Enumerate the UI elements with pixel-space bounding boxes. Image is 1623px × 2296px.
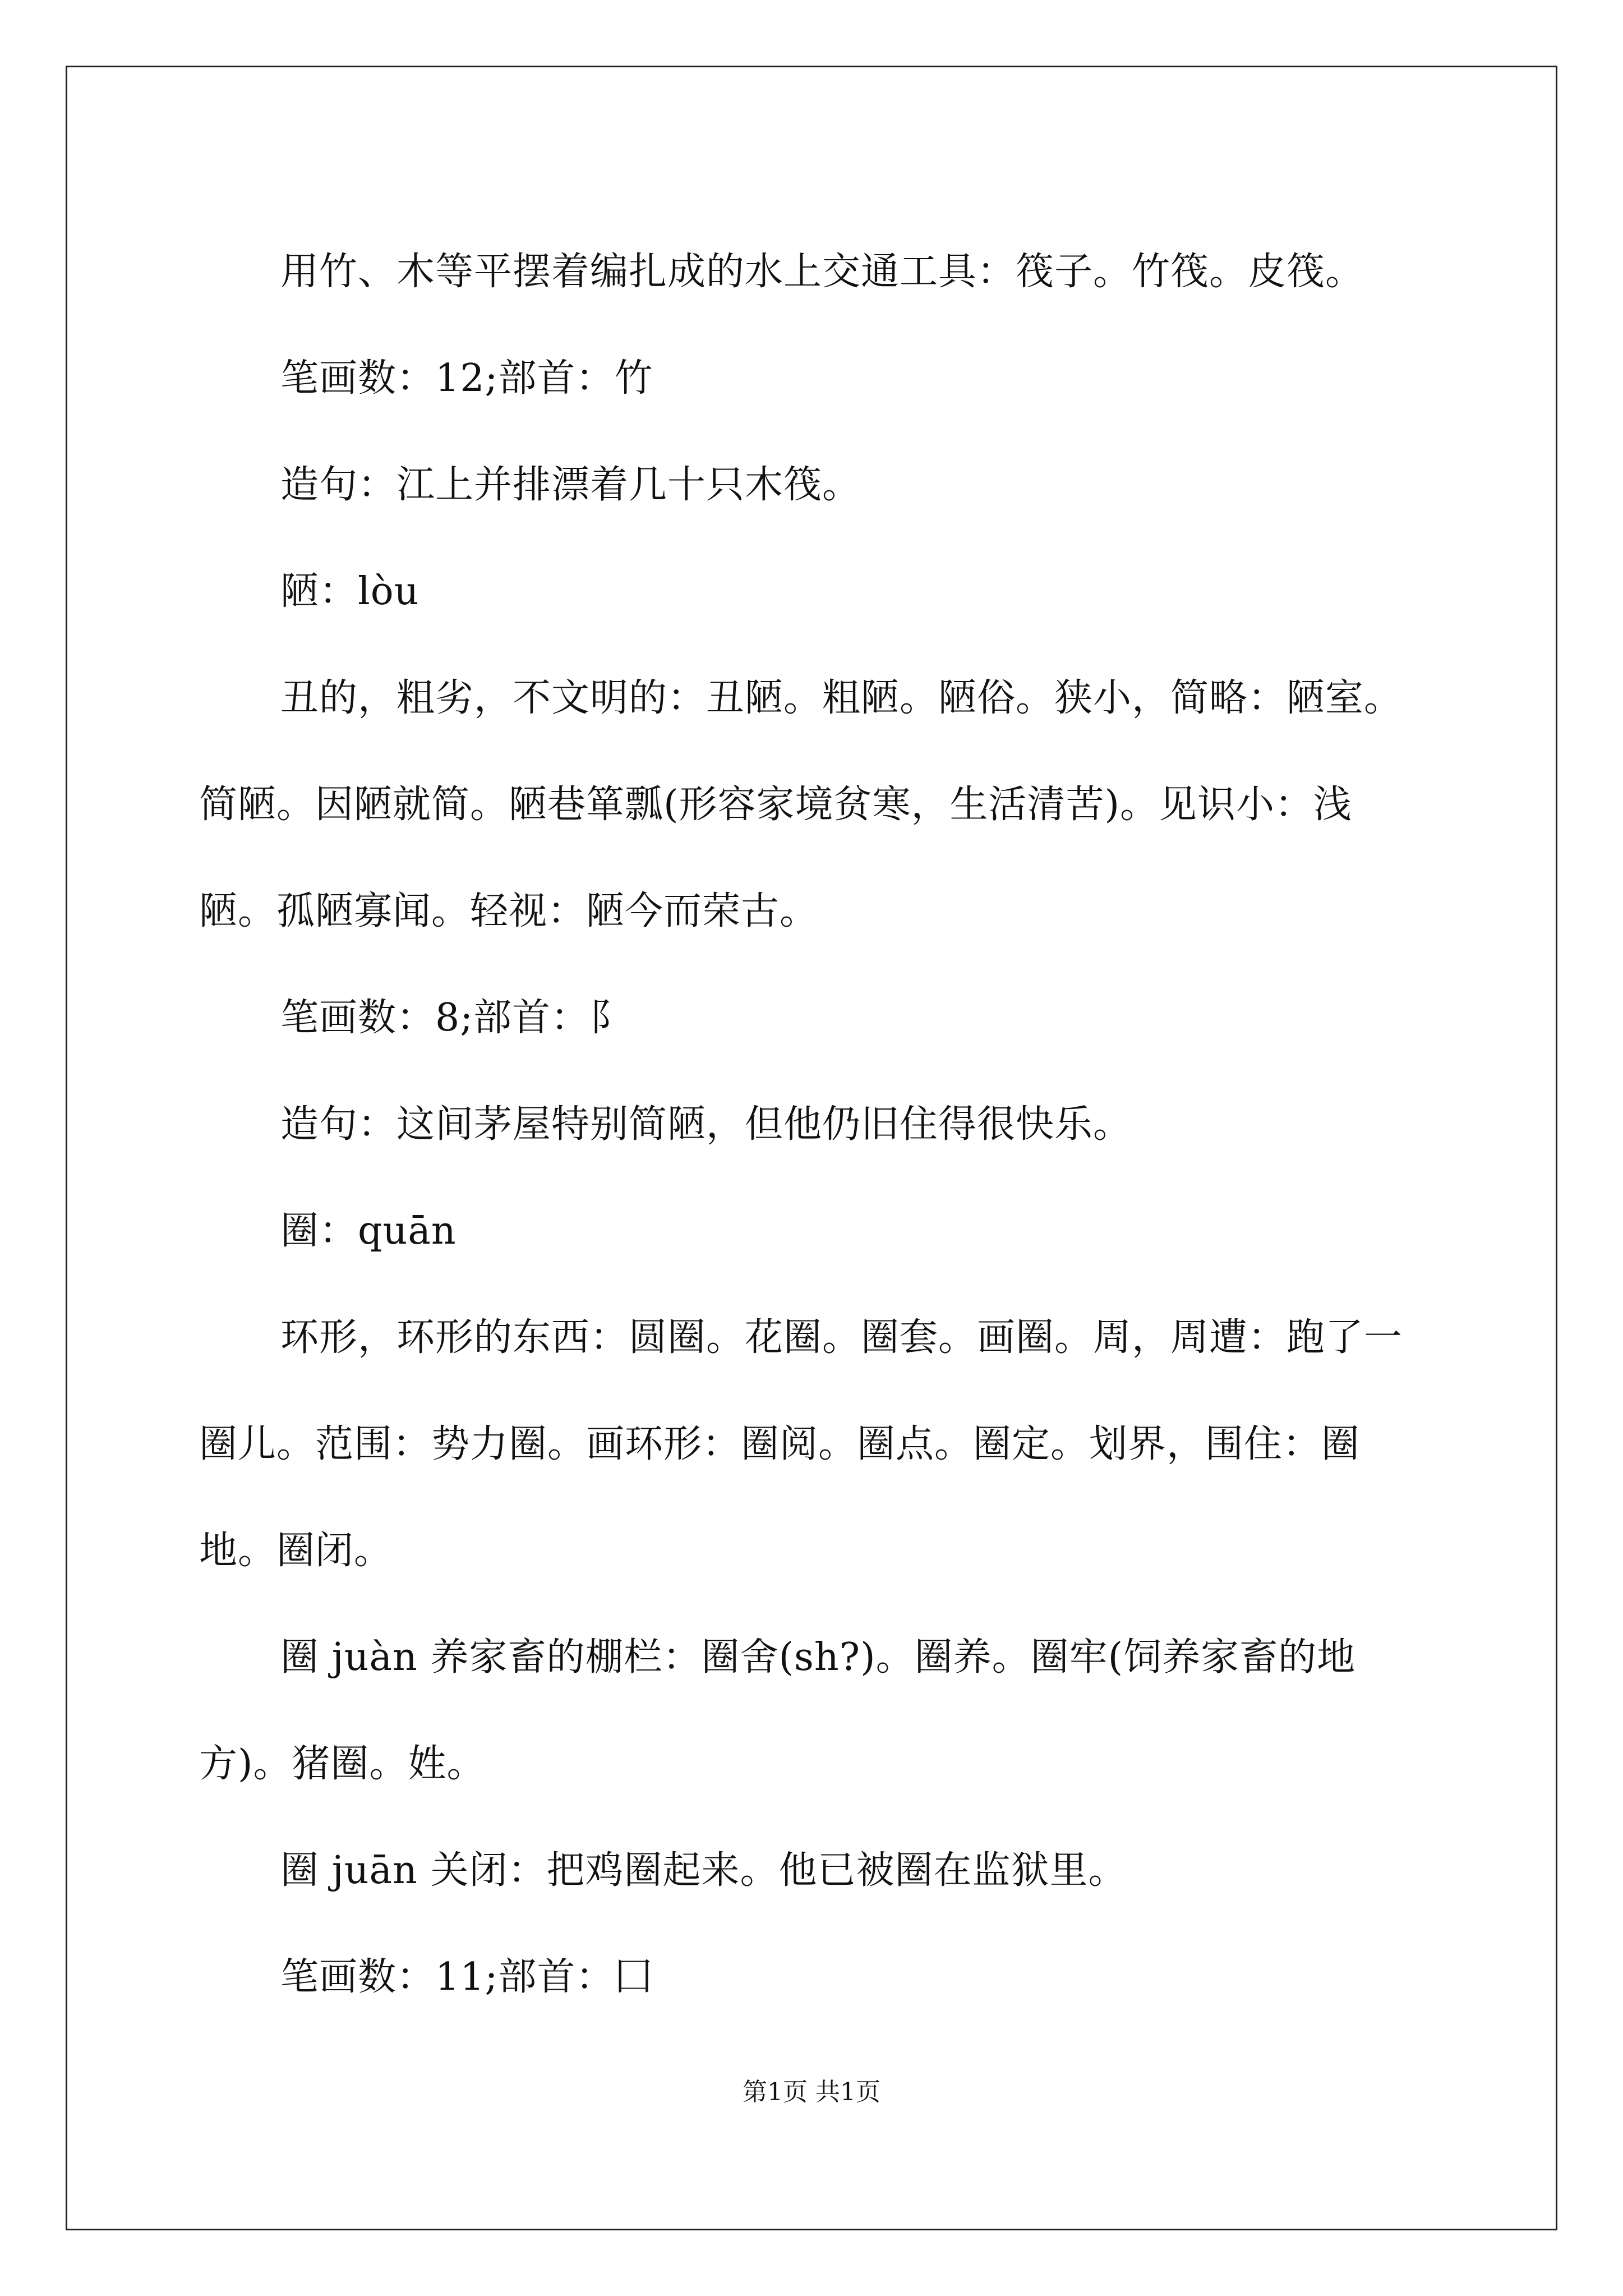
paragraph-lou-strokes: 笔画数：8;部首：阝 [280, 996, 629, 1040]
paragraph-raft-sentence: 造句：江上并排漂着几十只木筏。 [280, 463, 861, 507]
paragraph-quan-strokes: 笔画数：11;部首：囗 [280, 1955, 653, 1999]
paragraph-lou-definition: 丑的，粗劣，不文明的：丑陋。粗陋。陋俗。狭小，简略：陋室。简陋。因陋就简。陋巷箪瓢(形容家境贫寒，生活清苦)。见识小：浅陋。孤陋寡闻。轻视：陋今而荣古。 [199, 676, 1403, 933]
paragraph-juan4-definition: 圈 juàn 养家畜的棚栏：圈舍(sh?)。圈养。圈牢(饲养家畜的地方)。猪圈。姓。 [199, 1635, 1356, 1786]
paragraph-lou-pinyin: 陋：lòu [280, 569, 419, 614]
paragraph-lou-sentence: 造句：这间茅屋特别简陋，但他仍旧住得很快乐。 [280, 1102, 1132, 1147]
paragraph-juan1-definition: 圈 juān 关闭：把鸡圈起来。他已被圈在监狱里。 [280, 1848, 1127, 1893]
paragraph-quan-pinyin: 圈：quān [280, 1209, 457, 1253]
paragraph-quan-definition: 环形，环形的东西：圆圈。花圈。圈套。画圈。周，周遭：跑了一圈儿。范围：势力圈。画环形：圈阅。圈点。圈定。划界，围住：圈地。圈闭。 [199, 1315, 1403, 1573]
page-footer: 第1页 共1页 [743, 2078, 880, 2106]
document-body [199, 219, 1422, 2031]
paragraph-raft-strokes: 笔画数：12;部首：竹 [280, 356, 653, 401]
paragraph-raft-definition: 用竹、木等平摆着编扎成的水上交通工具：筏子。竹筏。皮筏。 [280, 250, 1364, 294]
